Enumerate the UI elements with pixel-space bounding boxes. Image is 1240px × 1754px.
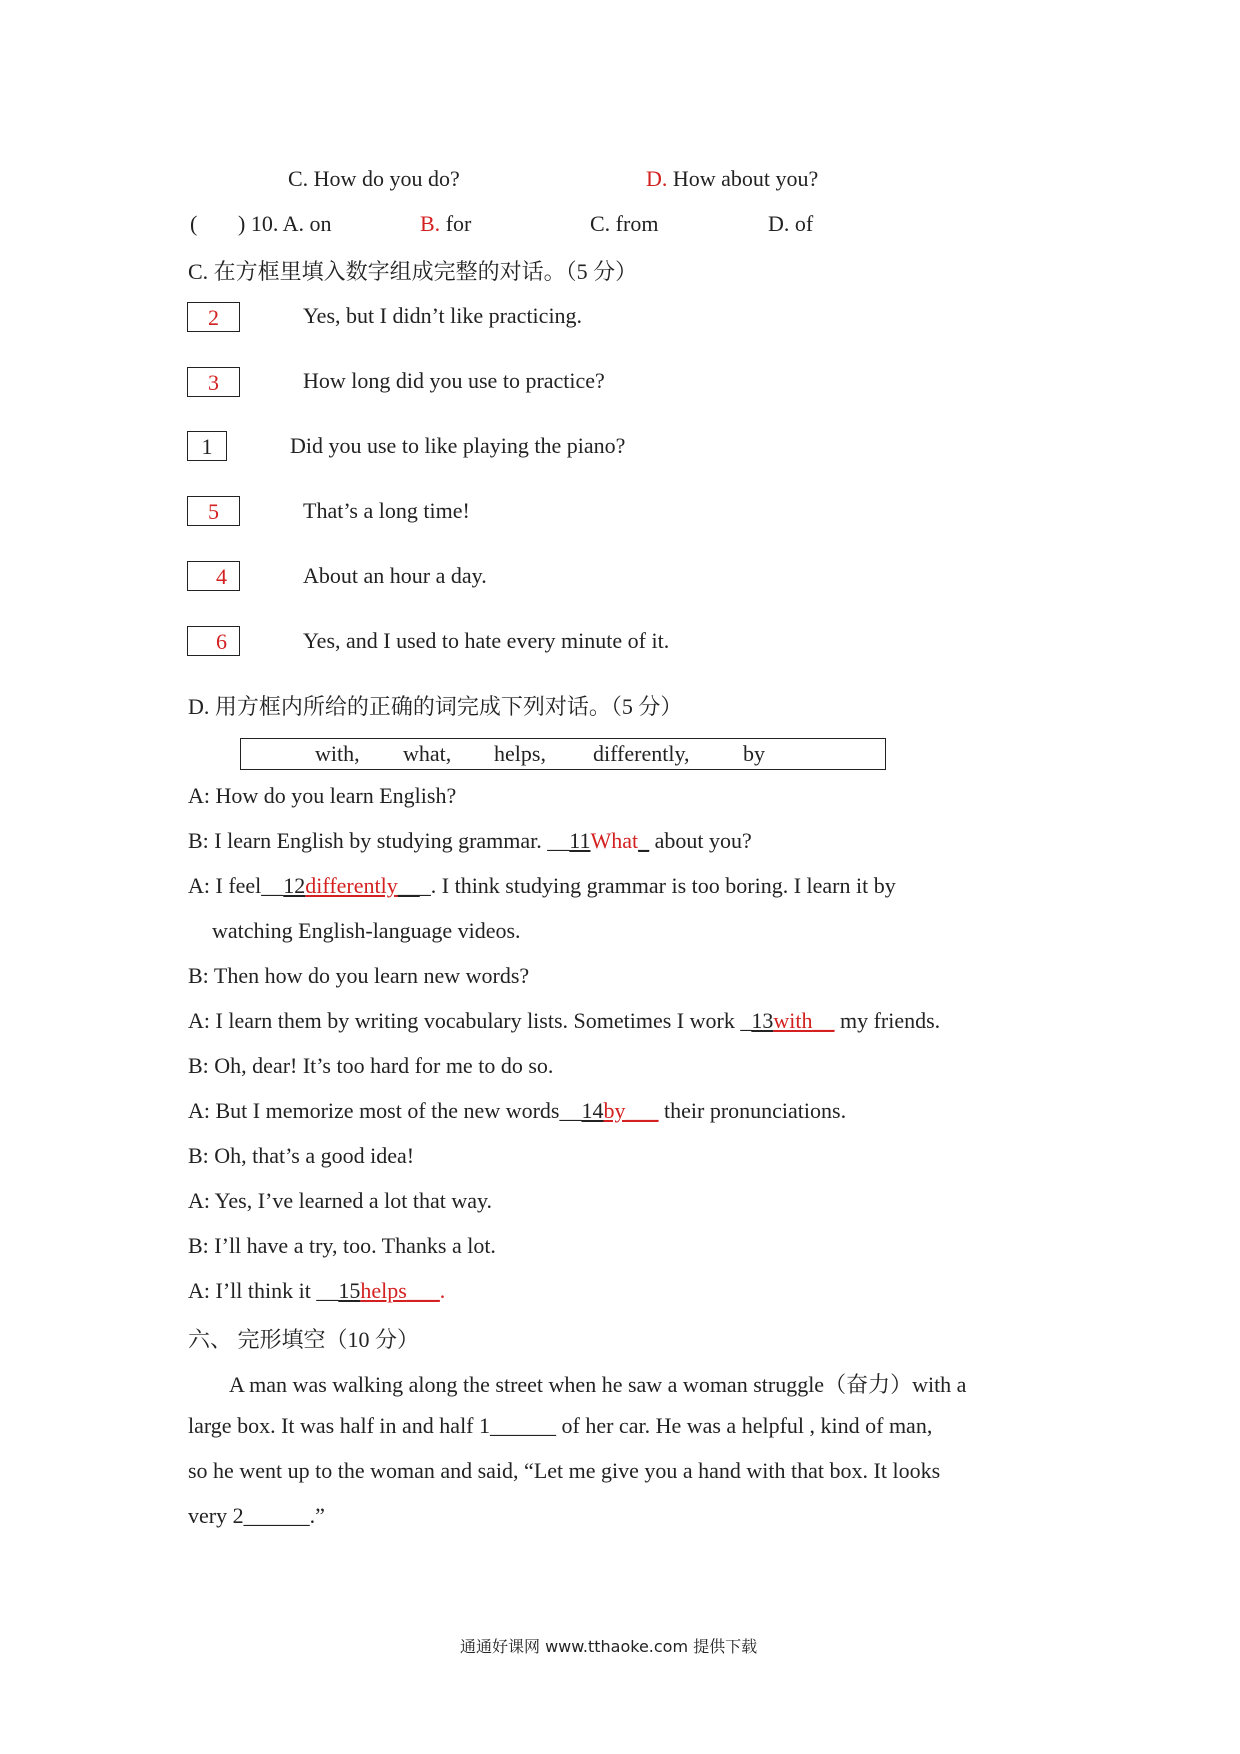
section-d-title: D. 用方框内所给的正确的词完成下列对话。（5 分） bbox=[188, 694, 683, 719]
q9-option-d bbox=[646, 166, 818, 192]
blank-12-answer: differently bbox=[305, 873, 398, 898]
blank-11-number: 11 bbox=[569, 828, 591, 853]
blank-13-answer: with bbox=[773, 1008, 813, 1033]
cloze-paragraph-line-2: large box. It was half in and half 1______ of her car. He was a helpful , kind of man, bbox=[188, 1413, 933, 1438]
conversation-line-9: B: Oh, that’s a good idea! bbox=[188, 1143, 415, 1168]
word-bank-item: what, bbox=[403, 741, 452, 766]
q9-option-d-letter: D. bbox=[646, 166, 668, 191]
order-box-2: 3 bbox=[187, 367, 240, 397]
blank-15-answer: helps bbox=[360, 1278, 407, 1303]
cloze-paragraph-line-3: so he went up to the woman and said, “Let me give you a hand with that box. It looks bbox=[188, 1458, 941, 1483]
line-text: about you? bbox=[649, 828, 752, 853]
conversation-line-10: A: Yes, I’ve learned a lot that way. bbox=[188, 1188, 493, 1213]
line-text: A: I feel__ bbox=[188, 873, 284, 898]
line-text: their pronunciations. bbox=[658, 1098, 847, 1123]
conversation-line-4: watching English-language videos. bbox=[212, 918, 521, 943]
dialog-line-5: About an hour a day. bbox=[303, 563, 487, 588]
blank-12-number: 12 bbox=[283, 873, 306, 898]
word-bank-item: differently, bbox=[593, 741, 690, 766]
q10-option-d: D. of bbox=[768, 211, 814, 236]
section-6-title: 六、 完形填空（10 分） bbox=[188, 1327, 420, 1352]
blank-11-tail: _ bbox=[638, 828, 650, 853]
line-text: A: I’ll think it __ bbox=[188, 1278, 339, 1303]
q10-option-a: ) 10. A. on bbox=[238, 211, 332, 236]
order-box-6: 6 bbox=[187, 626, 240, 656]
word-bank-item: with, bbox=[315, 741, 360, 766]
conversation-line-5: B: Then how do you learn new words? bbox=[188, 963, 530, 988]
order-box-1: 2 bbox=[187, 302, 240, 332]
line-text: _. I think studying grammar is too boring. I learn it by bbox=[419, 873, 896, 898]
conversation-line-2 bbox=[188, 828, 752, 854]
dialog-line-6: Yes, and I used to hate every minute of it. bbox=[303, 628, 670, 653]
dialog-line-2: How long did you use to practice? bbox=[303, 368, 605, 393]
line-text: . bbox=[439, 1278, 446, 1303]
line-text: A: But I memorize most of the new words__ bbox=[188, 1098, 582, 1123]
blank-12-tail: __ bbox=[397, 873, 420, 898]
conversation-line-11: B: I’ll have a try, too. Thanks a lot. bbox=[188, 1233, 496, 1258]
order-box-3: 1 bbox=[187, 431, 227, 461]
q10-option-c: C. from bbox=[590, 211, 659, 236]
conversation-line-6 bbox=[188, 1008, 940, 1034]
blank-15-number: 15 bbox=[338, 1278, 361, 1303]
blank-14-tail: ___ bbox=[625, 1098, 659, 1123]
word-bank-item: by bbox=[743, 741, 765, 766]
line-text: my friends. bbox=[834, 1008, 941, 1033]
conversation-line-7: B: Oh, dear! It’s too hard for me to do so. bbox=[188, 1053, 554, 1078]
conversation-line-3 bbox=[188, 873, 896, 899]
q10-paren: ( bbox=[190, 211, 198, 236]
line-text: A: I learn them by writing vocabulary lists. Sometimes I work _ bbox=[188, 1008, 752, 1033]
q10-option-b bbox=[420, 211, 471, 237]
page-footer: 通通好课网 www.tthaoke.com 提供下载 bbox=[460, 1637, 758, 1656]
dialog-line-4: That’s a long time! bbox=[303, 498, 470, 523]
word-bank-item: helps, bbox=[494, 741, 546, 766]
line-text: B: I learn English by studying grammar. __ bbox=[188, 828, 570, 853]
order-box-4: 5 bbox=[187, 496, 240, 526]
blank-11-answer: What bbox=[590, 828, 639, 853]
cloze-paragraph-line-1: A man was walking along the street when he saw a woman struggle（奋力）with a bbox=[229, 1372, 967, 1397]
blank-13-tail: __ bbox=[812, 1008, 835, 1033]
conversation-line-1: A: How do you learn English? bbox=[188, 783, 457, 808]
cloze-paragraph-line-4: very 2______.” bbox=[188, 1503, 325, 1528]
section-c-title: C. 在方框里填入数字组成完整的对话。（5 分） bbox=[188, 259, 638, 284]
q10-option-b-letter: B. bbox=[420, 211, 441, 236]
q10-option-b-text: for bbox=[440, 211, 472, 236]
q9-option-d-text: How about you? bbox=[667, 166, 819, 191]
blank-14-answer: by bbox=[603, 1098, 626, 1123]
q9-option-c: C. How do you do? bbox=[288, 166, 460, 191]
conversation-line-8 bbox=[188, 1098, 846, 1124]
word-bank-box bbox=[240, 738, 886, 770]
order-box-5: 4 bbox=[187, 561, 240, 591]
blank-13-number: 13 bbox=[751, 1008, 774, 1033]
conversation-line-12 bbox=[188, 1278, 445, 1304]
blank-14-number: 14 bbox=[581, 1098, 604, 1123]
dialog-line-1: Yes, but I didn’t like practicing. bbox=[303, 303, 583, 328]
blank-15-tail: ___ bbox=[406, 1278, 440, 1303]
dialog-line-3: Did you use to like playing the piano? bbox=[290, 433, 626, 458]
